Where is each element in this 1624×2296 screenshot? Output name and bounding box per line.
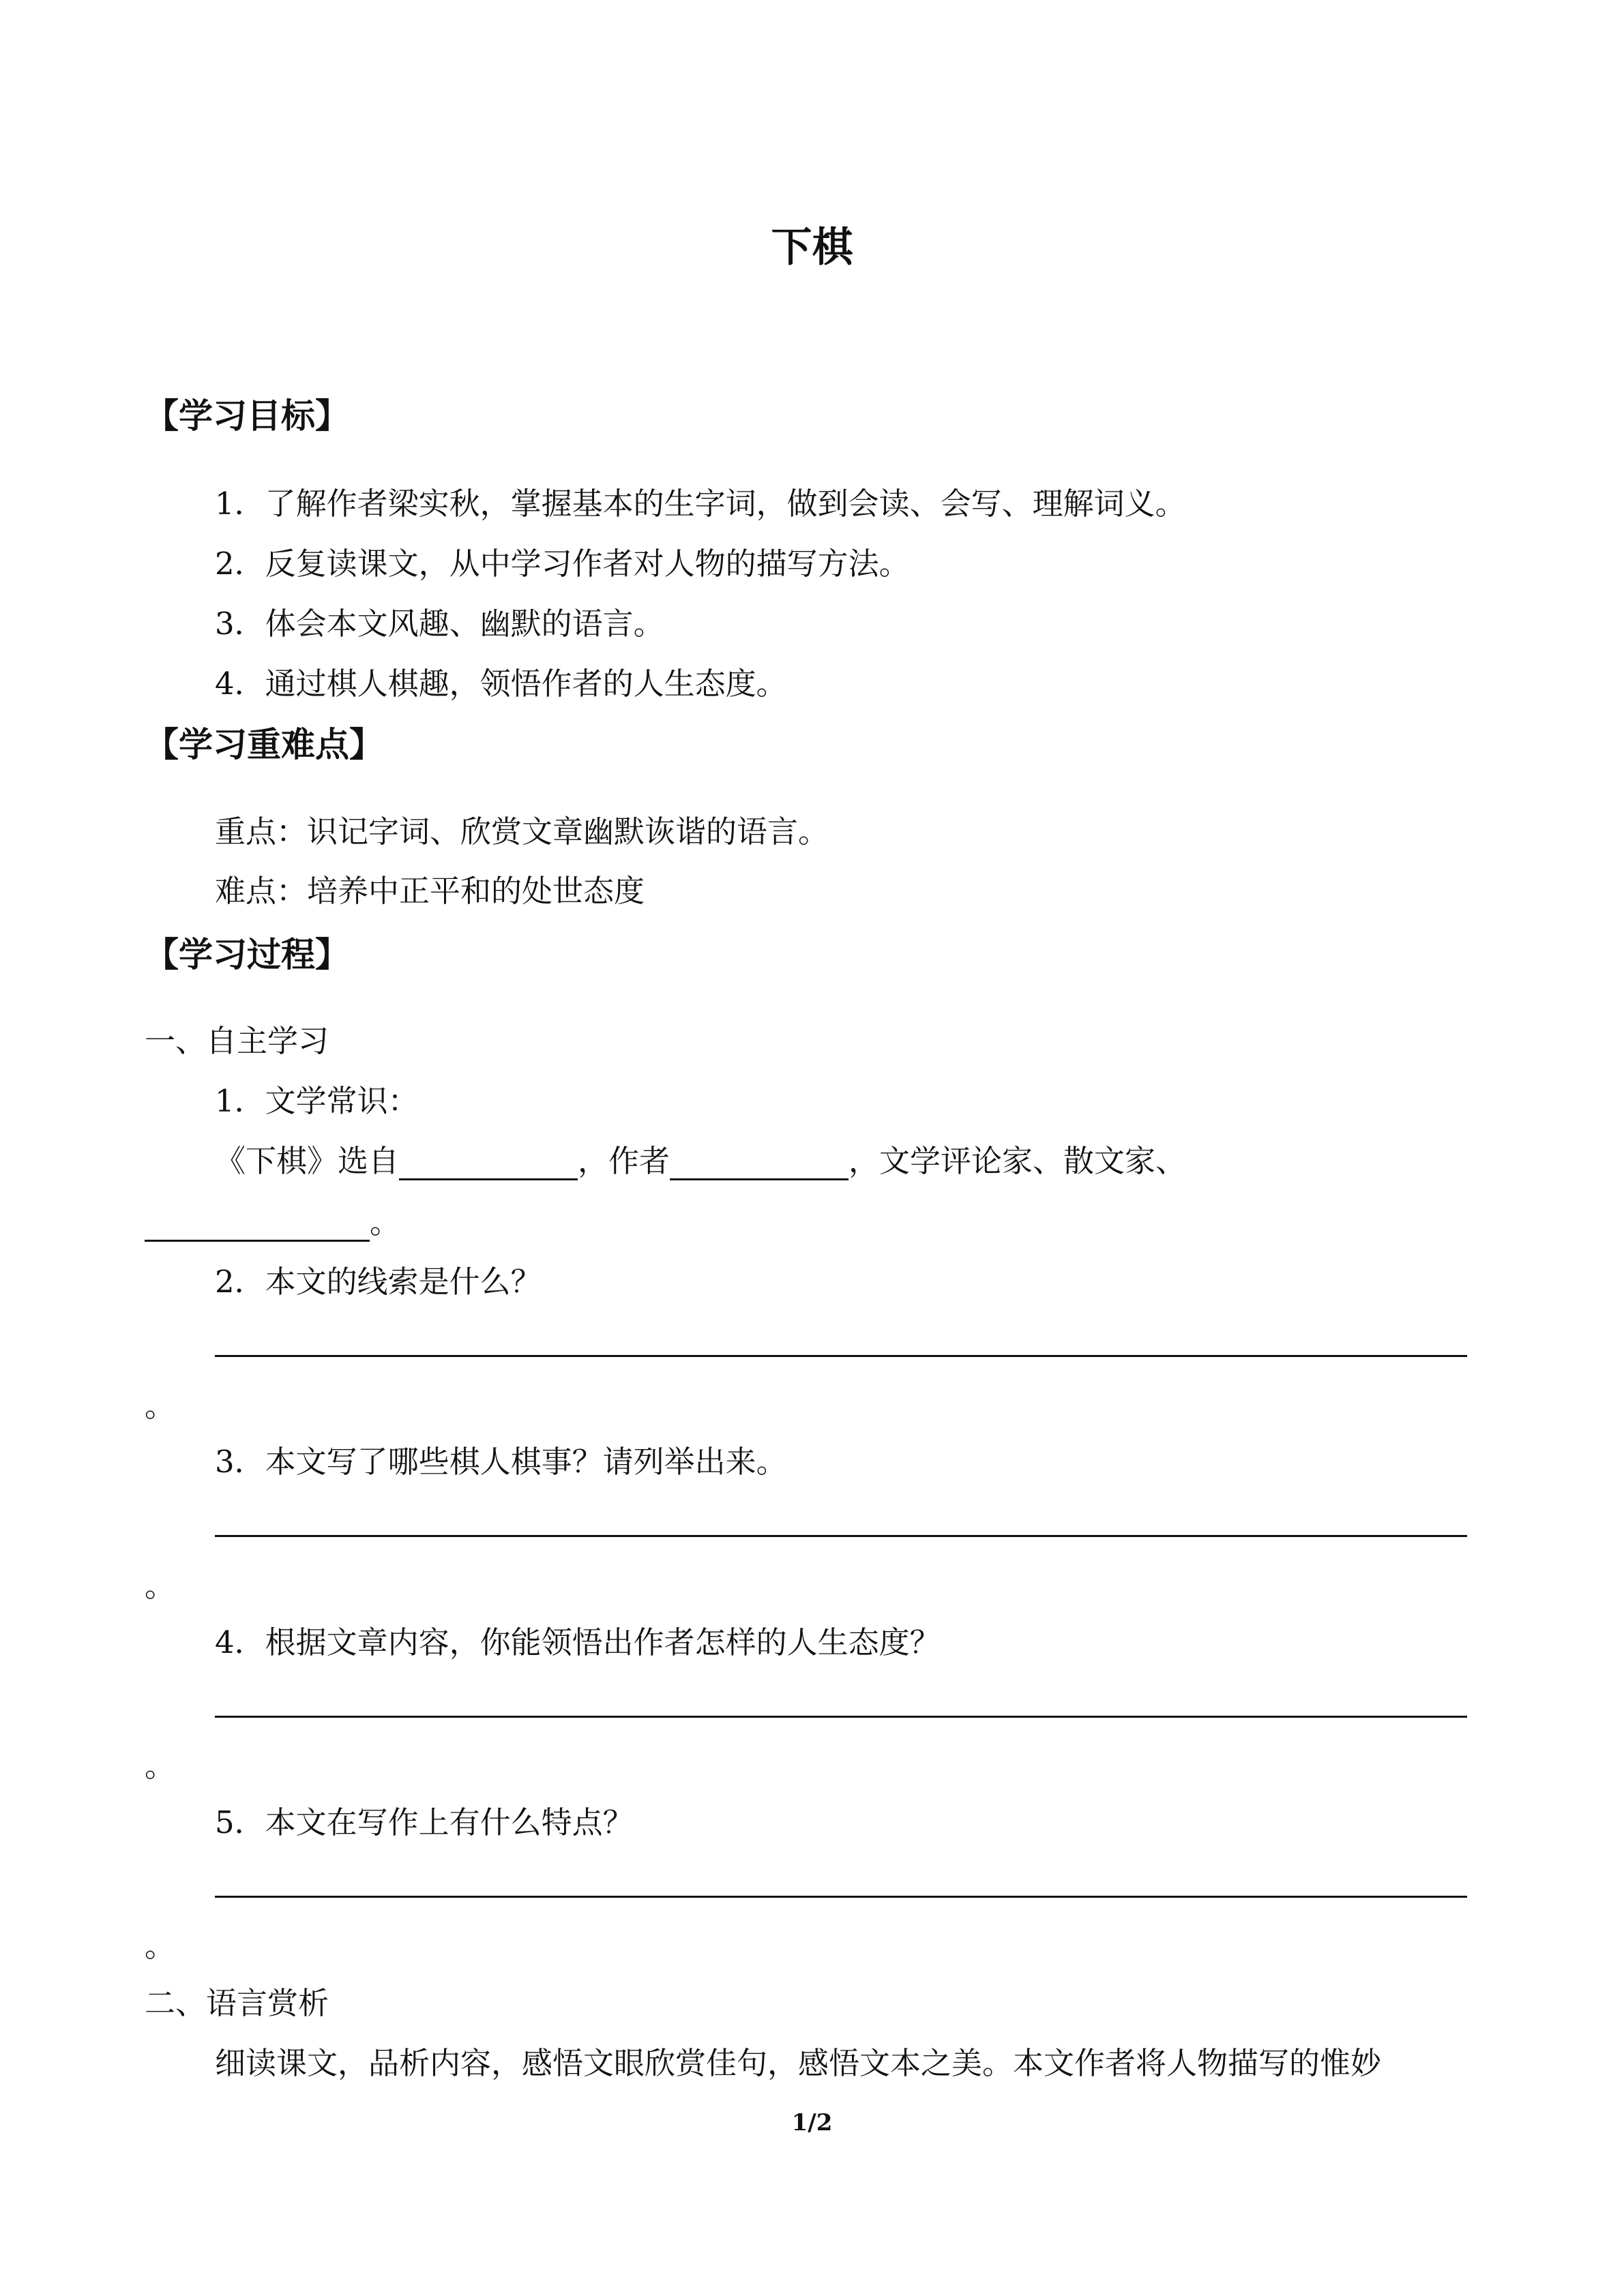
section-header-process: 【学习过程】: [145, 934, 349, 974]
answer-line[interactable]: [215, 1355, 1467, 1357]
goal-item: 1．了解作者梁实秋，掌握基本的生字词，做到会读、会写、理解词义。: [215, 486, 1186, 522]
goal-item: 3．体会本文风趣、幽默的语言。: [215, 606, 664, 642]
question-4: 4．根据文章内容，你能领悟出作者怎样的人生态度？: [215, 1624, 941, 1660]
answer-line[interactable]: [215, 1716, 1467, 1718]
question-3: 3．本文写了哪些棋人棋事？请列举出来。: [215, 1444, 787, 1480]
page-number: 1/2: [791, 2109, 833, 2136]
fill-text: ，作者: [578, 1143, 670, 1179]
answer-end-mark: 。: [145, 1388, 176, 1424]
question-1-label: 1．文学常识：: [215, 1083, 419, 1119]
question-5: 5．本文在写作上有什么特点？: [215, 1804, 634, 1840]
goal-item: 2．反复读课文，从中学习作者对人物的描写方法。: [215, 546, 910, 582]
answer-end-mark: 。: [145, 1568, 176, 1604]
section-header-goals: 【学习目标】: [145, 396, 349, 436]
question-1-fill-line: [215, 1136, 1186, 1180]
answer-end-mark: 。: [145, 1748, 176, 1784]
blank-source[interactable]: [399, 1147, 578, 1180]
part2-heading: 二、语言赏析: [145, 1985, 329, 2021]
answer-end-mark: 。: [145, 1928, 176, 1964]
blank-author[interactable]: [670, 1147, 848, 1180]
question-1-fill-line-2: [145, 1197, 400, 1242]
page-title: 下棋: [771, 224, 853, 271]
part1-heading: 一、自主学习: [145, 1023, 329, 1059]
part2-text: 细读课文，品析内容，感悟文眼欣赏佳句，感悟文本之美。本文作者将人物描写的惟妙: [215, 2045, 1382, 2081]
goal-item: 4．通过棋人棋趣，领悟作者的人生态度。: [215, 666, 787, 702]
key-point: 重点：识记字词、欣赏文章幽默诙谐的语言。: [215, 814, 829, 850]
answer-line[interactable]: [215, 1896, 1467, 1898]
fill-text: 《下棋》选自: [215, 1143, 400, 1179]
question-2: 2．本文的线索是什么？: [215, 1264, 542, 1300]
fill-text: 。: [370, 1204, 401, 1240]
section-header-key-points: 【学习重难点】: [145, 724, 383, 764]
fill-text: ，文学评论家、散文家、: [848, 1143, 1187, 1179]
key-point: 难点：培养中正平和的处世态度: [215, 873, 645, 909]
blank-identity[interactable]: [145, 1208, 370, 1242]
answer-line[interactable]: [215, 1535, 1467, 1537]
